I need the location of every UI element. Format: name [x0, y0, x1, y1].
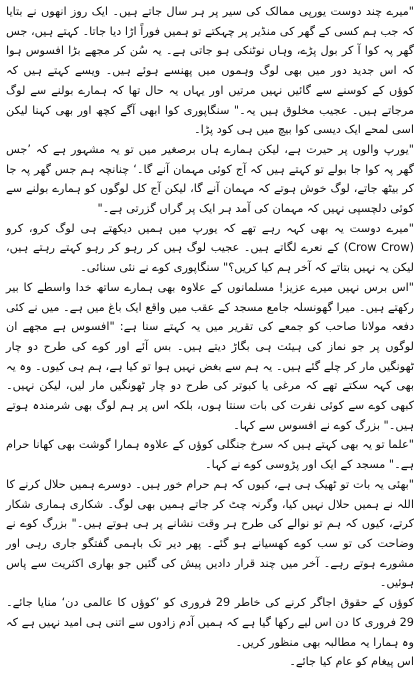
- paragraph-2: "یورپ والوں پر حیرت ہے، لیکن ہمارے ہاں برصغیر میں تو یہ مشہور ہے کہ ’جس گھر پہ کوا جا بولے تو کہتے ہیں کہ آج کوئی مہمان آنے گا۔‘ چنانچہ ہم جس گھر پہ جا کر بیٹھ جاتے، لوگ خوش ہوتے کہ مہمان آنے گا، لیکن آج کل لوگوں کو ہمارے بولنے سے کوئی دلچسپی نہیں کہ مہمان کی آمد ہر ایک پر گراں گزرتی ہے۔": [6, 142, 414, 216]
- paragraph-4: "اس برس نہیں میرے عزیز! مسلمانوں کے علاوہ بھی ہمارے ساتھ خدا واسطے کا بیر رکھتے ہیں۔ میرا گھونسلہ جامع مسجد کے عقب میں واقع ایک باغ میں ہے۔ میں نے کئی دفعہ مولانا صاحب کو جمعے کی تقریر میں یہ کہتے سنا ہے: "افسوس ہے مجھے ان لوگوں پر جو نماز کی ہیئت ہی بگاڑ دیتے ہیں۔ بس آئے اور کوے کی طرح دو چار ٹھونگیں مار کر چلے گئے ہیں۔ یہ ہم سے بغض نہیں ہوا تو کیا ہے، ہم ہی کیوں۔ وہ یہ بھی کہہ سکتے تھے کہ مرغی یا کبوتر کی طرح دو چار ٹھونگیں مار لیں، لیکن نہیں۔ کبھی کوے سے کوئی نفرت کی بات سنتا ہوں، بلکہ اس پر ہم لوگ بھی شرمندہ ہوتے ہیں۔" بزرگ کوے نے افسوس سے کہا۔: [6, 280, 414, 432]
- paragraph-1: "میرے چند دوست یورپی ممالک کی سیر پر ہر سال جاتے ہیں۔ ایک روز انھوں نے بتایا کہ جب ہم کسی کے گھر کی منڈیر پر چہکتے تو ہمیں فوراً اڑا دیا جاتا۔ کہتے ہیں، جس گھر پہ کوا آ کر بول پڑے، وہاں نوٹنکی ہو جاتی ہے۔ یہ سُن کر مجھے بڑا افسوس ہوا کہ اس جدید دور میں بھی لوگ وہموں میں پھنسے ہوئے ہیں۔ ویسے کہتے ہیں کہ کوؤں کے کوسنے سے گائیں نہیں مرتیں اور یہاں یہ حال تھا کہ ہمارے بولنے سے لوگ مرجاتے ہیں۔ عجیب مخلوق ہیں یہ۔" سنگاپوری کوا ابھی آگے کچھ اور بھی کہنا لیکن اسی لمحے ایک دیسی کوا بیچ میں ہی کود پڑا۔: [6, 5, 414, 137]
- paragraph-6: "بھئی یہ بات تو ٹھیک ہی ہے، کیوں کہ ہم حرام خور ہیں۔ دوسرے ہمیں حلال کرنے کا اللہ نے ہمیں حلال نہیں کیا، وگرنہ چٹ کر جاتے ہمیں بھی لوگ۔ شکاری ہماری شکار کرتے، کیوں کہ ہم تو نوالے کی طرح ہر وقت نشانے پر ہی ہوتے ہیں۔" بزرگ کوے نے وضاحت کی تو سب کوے کھسیانے ہو گئے۔ پھر دیر تک باہمی گفتگو جاری رہی اور مشورے ہوتے رہے۔ آخر میں چند قرار دادیں پیش کی گئیں جو بھاری اکثریت سے پاس ہوئیں۔: [6, 477, 414, 590]
- paragraph-3: "میرے دوست یہ بھی کہہ رہے تھے کہ یورپ میں ہمیں دیکھتے ہی لوگ کرو، کرو (Crow Crow) کے نعرے لگاتے ہیں۔ عجیب لوگ ہیں کر رہو کر رہو کہتے رہتے ہیں، لیکن یہ نہیں بتاتے کہ آخر ہم کیا کریں؟" سنگاپوری کوے نے نئی سنائی۔: [6, 221, 414, 275]
- paragraph-7: کوؤں کے حقوق اجاگر کرنے کی خاطر 29 فروری کو ’کوؤں کا عالمی دن‘ منایا جائے۔ 29 فروری کا دن اس لیے رکھا گیا ہے کہ ہمیں آدم زادوں سے اتنی ہی امید نہیں ہے کہ وہ ہمارا یہ مطالبہ بھی منظور کریں۔: [6, 596, 414, 649]
- paragraph-8: اس پیغام کو عام کیا جائے۔: [289, 655, 414, 669]
- paragraph-5: "علما تو یہ بھی کہتے ہیں کہ سرخ جنگلی کوؤں کے علاوہ ہمارا گوشت بھی کھانا حرام ہے۔" مسجد کے ایک اور پڑوسی کوے نے کہا۔: [6, 438, 414, 472]
